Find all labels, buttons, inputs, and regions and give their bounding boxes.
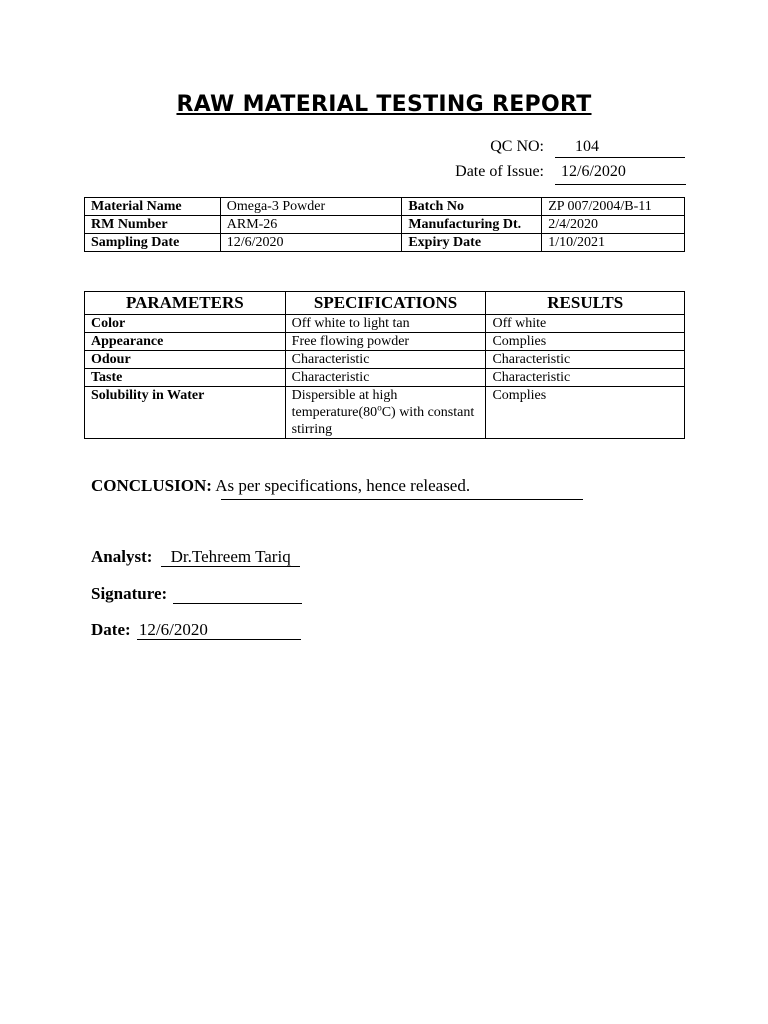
parameters-header: PARAMETERS [85, 292, 286, 315]
specification-text-part: Dispersible at high temperature(80 [291, 388, 398, 420]
specification-text-part: C) with constant stirring [291, 405, 475, 437]
specifications-header: SPECIFICATIONS [285, 292, 486, 315]
specification-cell: Off white to light tan [285, 315, 486, 333]
date-of-issue-value: 12/6/2020 [555, 163, 686, 185]
batch-no-value: ZP 007/2004/B-11 [542, 198, 685, 216]
signature-label: Signature: [91, 584, 168, 603]
specification-cell: Characteristic [285, 351, 486, 369]
table-row [85, 387, 685, 439]
expiry-date-label: Expiry Date [402, 234, 542, 252]
analyst-value: Dr.Tehreem Tariq [161, 547, 300, 567]
conclusion [91, 476, 470, 496]
result-cell: Complies [486, 333, 685, 351]
table-header-row [85, 292, 685, 315]
analyst-row [91, 547, 300, 567]
conclusion-text: As per specifications, hence released. [215, 476, 471, 495]
specification-cell: Characteristic [285, 369, 486, 387]
report-title: RAW MATERIAL TESTING REPORT [176, 92, 592, 117]
results-header: RESULTS [486, 292, 685, 315]
result-cell: Complies [486, 387, 685, 439]
signature-field [173, 583, 302, 604]
specification-cell: Free flowing powder [285, 333, 486, 351]
result-cell: Off white [486, 315, 685, 333]
result-cell: Characteristic [486, 351, 685, 369]
conclusion-underline [221, 499, 583, 500]
table-row [85, 369, 685, 387]
conclusion-label: CONCLUSION: [91, 476, 212, 495]
qc-number-label: QC NO: [490, 138, 544, 155]
degree-superscript: o [377, 402, 382, 413]
table-row [85, 351, 685, 369]
rm-number-value: ARM-26 [220, 216, 402, 234]
parameter-cell: Taste [85, 369, 286, 387]
parameter-cell: Solubility in Water [85, 387, 286, 439]
expiry-date-value: 1/10/2021 [542, 234, 685, 252]
date-row [91, 620, 301, 640]
result-cell: Characteristic [486, 369, 685, 387]
table-row [85, 216, 685, 234]
parameter-cell: Color [85, 315, 286, 333]
table-row [85, 234, 685, 252]
date-value: 12/6/2020 [137, 620, 301, 640]
parameter-cell: Appearance [85, 333, 286, 351]
date-of-issue-label: Date of Issue: [455, 163, 544, 180]
batch-no-label: Batch No [402, 198, 542, 216]
rm-number-label: RM Number [85, 216, 221, 234]
signature-row [91, 583, 302, 604]
sampling-date-value: 12/6/2020 [220, 234, 402, 252]
test-results-table [84, 291, 685, 439]
specification-cell [285, 387, 486, 439]
material-info-table [84, 197, 685, 252]
table-row [85, 315, 685, 333]
material-name-value: Omega-3 Powder [220, 198, 402, 216]
sampling-date-label: Sampling Date [85, 234, 221, 252]
table-row [85, 333, 685, 351]
material-name-label: Material Name [85, 198, 221, 216]
qc-number-value: 104 [555, 138, 685, 158]
manufacturing-date-value: 2/4/2020 [542, 216, 685, 234]
manufacturing-date-label: Manufacturing Dt. [402, 216, 542, 234]
table-row [85, 198, 685, 216]
date-label: Date: [91, 620, 131, 639]
analyst-label: Analyst: [91, 547, 153, 566]
parameter-cell: Odour [85, 351, 286, 369]
